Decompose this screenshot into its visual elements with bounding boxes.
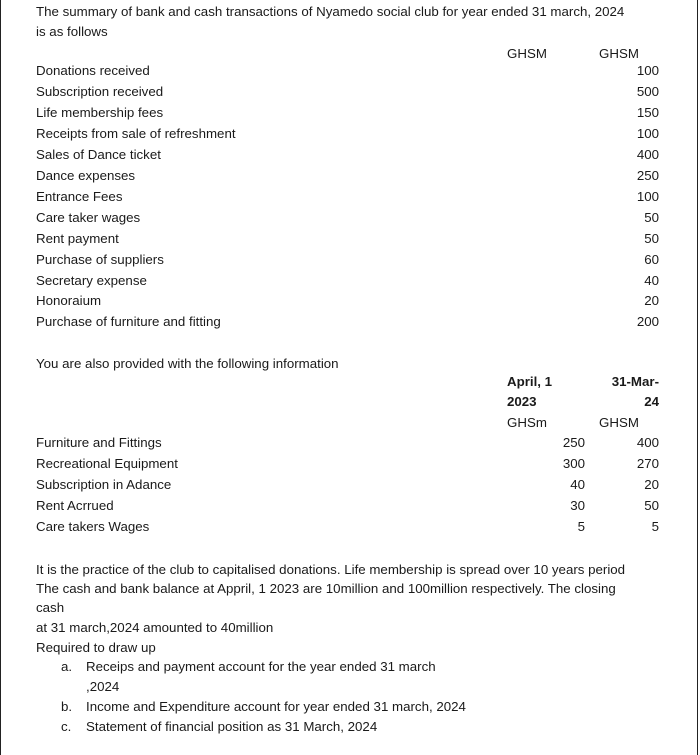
info-row-label: Care takers Wages: [36, 519, 150, 534]
requirement-text: Receips and payment account for the year ended 31 march: [86, 659, 436, 674]
summary-header-col1: GHSM: [507, 46, 547, 61]
summary-row-label: Life membership fees: [36, 105, 164, 120]
summary-row-label: Receipts from sale of refreshment: [36, 126, 236, 141]
requirement-text: Statement of financial position as 31 March, 2024: [86, 719, 378, 734]
info-row-closing: 270: [636, 456, 659, 471]
info-row-opening: 250: [562, 435, 585, 450]
note-line-3: cash: [36, 600, 65, 615]
requirements-heading: Required to draw up: [36, 640, 156, 655]
requirement-marker: c.: [61, 719, 72, 734]
col1-header-line2: 2023: [507, 394, 537, 409]
summary-row-value: 250: [636, 168, 659, 183]
info-row-closing: 5: [651, 519, 659, 534]
summary-row-value: 500: [636, 84, 659, 99]
col1-header-line1: April, 1: [507, 374, 553, 389]
intro-line-1: The summary of bank and cash transactions of Nyamedo social club for year ended 31 march, 2024: [36, 4, 625, 19]
summary-row-label: Honoraium: [36, 293, 102, 308]
info-row-label: Subscription in Adance: [36, 477, 172, 492]
summary-row-value: 40: [644, 273, 659, 288]
info-row-closing: 50: [644, 498, 659, 513]
note-line-1: It is the practice of the club to capitalised donations. Life membership is spread over 10 years period: [36, 562, 626, 577]
summary-header-col2: GHSM: [599, 46, 639, 61]
info-row-label: Rent Acrrued: [36, 498, 114, 513]
summary-row-label: Rent payment: [36, 231, 119, 246]
summary-row-label: Secretary expense: [36, 273, 147, 288]
summary-row-value: 150: [636, 105, 659, 120]
summary-row-label: Subscription received: [36, 84, 164, 99]
summary-row-label: Care taker wages: [36, 210, 141, 225]
col1-header-unit: GHSm: [507, 415, 547, 430]
requirement-text: Income and Expenditure account for year ended 31 march, 2024: [86, 699, 466, 714]
info-row-closing: 20: [644, 477, 659, 492]
summary-row-value: 200: [636, 314, 659, 329]
summary-row-label: Purchase of suppliers: [36, 252, 164, 267]
summary-row-label: Entrance Fees: [36, 189, 123, 204]
summary-row-value: 20: [644, 293, 659, 308]
info-row-label: Recreational Equipment: [36, 456, 178, 471]
intro-line-2: is as follows: [36, 24, 108, 39]
additional-info-intro: You are also provided with the following information: [36, 356, 339, 371]
info-row-closing: 400: [636, 435, 659, 450]
requirement-text-cont: ,2024: [86, 679, 120, 694]
summary-row-label: Donations received: [36, 63, 150, 78]
info-row-opening: 40: [570, 477, 585, 492]
summary-row-value: 100: [636, 63, 659, 78]
col2-header-line1: 31-Mar-: [611, 374, 659, 389]
summary-row-value: 50: [644, 210, 659, 225]
summary-row-label: Sales of Dance ticket: [36, 147, 161, 162]
requirement-marker: a.: [61, 659, 73, 674]
col2-header-unit: GHSM: [599, 415, 639, 430]
info-row-opening: 300: [562, 456, 585, 471]
info-row-opening: 5: [577, 519, 585, 534]
summary-row-label: Dance expenses: [36, 168, 136, 183]
note-line-2: The cash and bank balance at Appril, 1 2023 are 10million and 100million respectively. The closing: [36, 581, 616, 596]
summary-row-value: 100: [636, 126, 659, 141]
info-row-opening: 30: [570, 498, 585, 513]
summary-row-value: 50: [644, 231, 659, 246]
col2-header-line2: 24: [644, 394, 659, 409]
info-row-label: Furniture and Fittings: [36, 435, 162, 450]
summary-row-value: 100: [636, 189, 659, 204]
summary-row-value: 60: [644, 252, 659, 267]
requirement-marker: b.: [61, 699, 73, 714]
note-line-4: at 31 march,2024 amounted to 40million: [36, 620, 274, 635]
summary-row-label: Purchase of furniture and fitting: [36, 314, 221, 329]
summary-row-value: 400: [636, 147, 659, 162]
